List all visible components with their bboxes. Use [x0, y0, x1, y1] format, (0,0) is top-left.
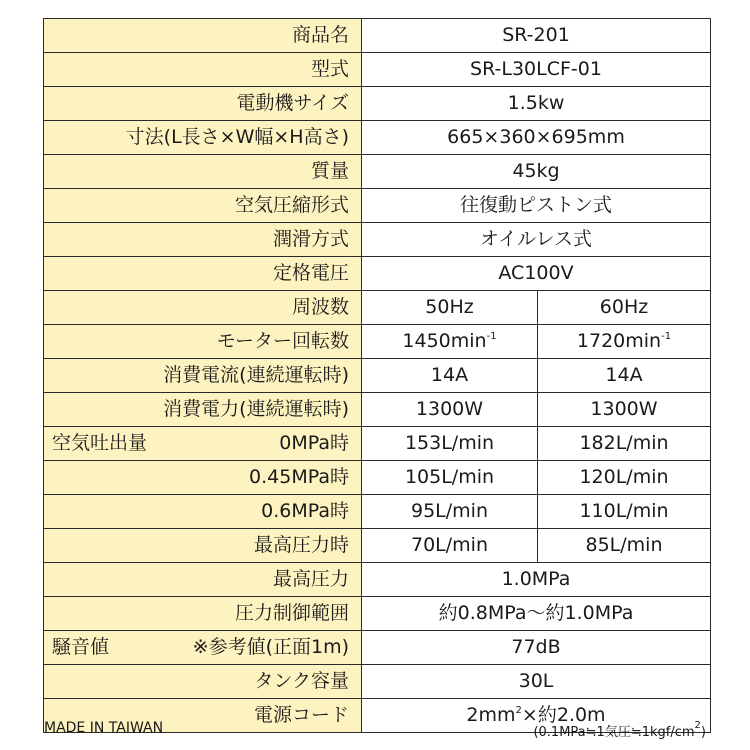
row-label: 最高圧力時	[44, 529, 362, 563]
row-label: 潤滑方式	[44, 223, 362, 257]
value-50hz: 105L/min	[362, 461, 538, 495]
unit-note-text: (0.1MPa≒1気圧≒1kgf/cm	[533, 725, 695, 740]
value-text: 1720min	[576, 330, 662, 352]
row-value: SR-201	[362, 19, 711, 53]
value-50hz: 50Hz	[362, 291, 538, 325]
value-text: 1450min	[402, 330, 487, 352]
row-label-left: 空気吐出量	[52, 432, 148, 454]
value-60hz: 1300W	[538, 393, 711, 427]
table-row	[44, 495, 711, 529]
row-value: オイルレス式	[362, 223, 711, 257]
unit-superscript: 2	[694, 720, 701, 731]
row-label: 商品名	[44, 19, 362, 53]
table-row	[44, 121, 711, 155]
row-value: 665×360×695mm	[362, 121, 711, 155]
table-row	[44, 19, 711, 53]
row-value: 45kg	[362, 155, 711, 189]
value-60hz: 85L/min	[538, 529, 711, 563]
row-label-right: ※参考値(正面1m)	[192, 636, 349, 658]
origin-label: MADE IN TAIWAN	[44, 720, 164, 736]
table-row	[44, 291, 711, 325]
table-row	[44, 563, 711, 597]
row-label: モーター回転数	[44, 325, 362, 359]
value-60hz: 120L/min	[538, 461, 711, 495]
row-label-left: 騒音値	[52, 636, 110, 658]
value-60hz: 14A	[538, 359, 711, 393]
row-value: 77dB	[362, 631, 711, 665]
row-value: 約0.8MPa～約1.0MPa	[362, 597, 711, 631]
row-label: 消費電流(連続運転時)	[44, 359, 362, 393]
table-row	[44, 359, 711, 393]
row-label-right: 0MPa時	[279, 432, 349, 454]
row-value: 30L	[362, 665, 711, 699]
value-text: 2mm	[466, 704, 516, 726]
value-suffix: ×約2.0m	[521, 704, 606, 726]
value-60hz	[538, 325, 711, 359]
row-label: 0.45MPa時	[44, 461, 362, 495]
row-label: タンク容量	[44, 665, 362, 699]
value-50hz: 14A	[362, 359, 538, 393]
row-label: 圧力制御範囲	[44, 597, 362, 631]
row-value: 1.0MPa	[362, 563, 711, 597]
table-row	[44, 325, 711, 359]
table-row	[44, 155, 711, 189]
row-value: 1.5kw	[362, 87, 711, 121]
value-60hz: 182L/min	[538, 427, 711, 461]
table-row	[44, 189, 711, 223]
table-row	[44, 223, 711, 257]
table-row	[44, 87, 711, 121]
value-50hz: 153L/min	[362, 427, 538, 461]
unit-superscript: -1	[486, 331, 497, 342]
row-label: 周波数	[44, 291, 362, 325]
row-value: SR-L30LCF-01	[362, 53, 711, 87]
unit-superscript: 2	[515, 705, 522, 716]
unit-note-end: )	[700, 725, 706, 740]
table-row	[44, 597, 711, 631]
value-50hz: 95L/min	[362, 495, 538, 529]
value-50hz: 70L/min	[362, 529, 538, 563]
value-50hz: 1300W	[362, 393, 538, 427]
table-row	[44, 665, 711, 699]
table-row	[44, 393, 711, 427]
value-50hz	[362, 325, 538, 359]
unit-note	[533, 720, 706, 740]
table-row	[44, 529, 711, 563]
row-label: 消費電力(連続運転時)	[44, 393, 362, 427]
row-label: 0.6MPa時	[44, 495, 362, 529]
row-value: 往復動ピストン式	[362, 189, 711, 223]
row-label: 最高圧力	[44, 563, 362, 597]
row-label	[44, 631, 362, 665]
table-row	[44, 631, 711, 665]
row-label: 質量	[44, 155, 362, 189]
table-row	[44, 427, 711, 461]
row-label	[44, 427, 362, 461]
row-label: 定格電圧	[44, 257, 362, 291]
row-value: AC100V	[362, 257, 711, 291]
table-row	[44, 257, 711, 291]
table-row	[44, 461, 711, 495]
value-60hz: 110L/min	[538, 495, 711, 529]
unit-superscript: -1	[661, 331, 672, 342]
table-row	[44, 53, 711, 87]
spec-table	[43, 18, 711, 733]
row-label: 電源コード	[44, 699, 362, 733]
row-label: 電動機サイズ	[44, 87, 362, 121]
row-label: 寸法(L長さ×W幅×H高さ)	[44, 121, 362, 155]
row-label: 空気圧縮形式	[44, 189, 362, 223]
row-label: 型式	[44, 53, 362, 87]
value-60hz: 60Hz	[538, 291, 711, 325]
